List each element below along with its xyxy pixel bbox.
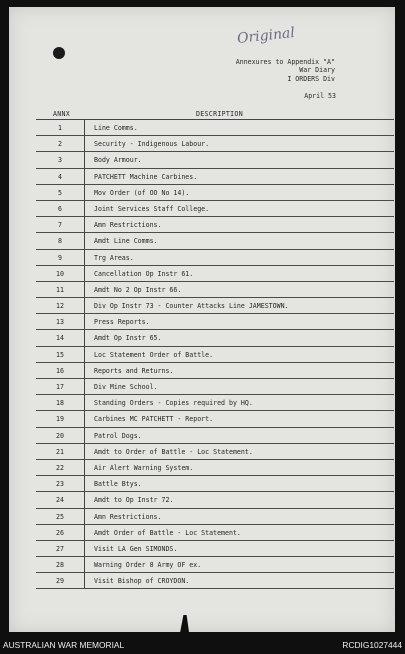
annex-number: 6 bbox=[58, 204, 62, 213]
annex-number: 29 bbox=[56, 577, 64, 586]
annex-number: 28 bbox=[56, 561, 64, 570]
annex-number: 11 bbox=[56, 285, 64, 294]
annex-table bbox=[36, 109, 394, 589]
column-header-annex: ANNX bbox=[53, 110, 71, 118]
table-row bbox=[36, 185, 394, 201]
footer-institution: AUSTRALIAN WAR MEMORIAL bbox=[3, 640, 125, 650]
table-row bbox=[36, 557, 394, 573]
annex-number: 1 bbox=[58, 124, 62, 132]
annex-number: 5 bbox=[58, 188, 62, 197]
annex-number: 14 bbox=[56, 334, 64, 343]
table-row bbox=[36, 492, 394, 508]
header-line: War Diary bbox=[299, 66, 335, 75]
annex-number: 22 bbox=[56, 463, 64, 472]
annex-number: 23 bbox=[56, 480, 64, 489]
annex-description: Security - Indigenous Labour. bbox=[94, 140, 210, 149]
table-row bbox=[36, 314, 394, 330]
annex-number: 26 bbox=[56, 528, 64, 537]
table-row bbox=[36, 379, 394, 395]
annex-description: Amdt Order of Battle - Loc Statement. bbox=[94, 528, 241, 537]
table-row bbox=[36, 217, 394, 233]
table-row bbox=[36, 250, 394, 266]
handwritten-note: Original bbox=[236, 25, 296, 47]
annex-description: Trg Areas. bbox=[94, 253, 134, 262]
annex-number: 21 bbox=[56, 447, 64, 456]
punch-hole bbox=[53, 47, 65, 59]
table-row bbox=[36, 573, 394, 589]
table-row bbox=[36, 347, 394, 363]
annex-description: Amdt Line Comms. bbox=[94, 237, 158, 246]
annex-description: Press Reports. bbox=[94, 318, 150, 327]
annex-number: 16 bbox=[56, 366, 64, 375]
annex-description: Amdt to Op Instr 72. bbox=[94, 496, 174, 505]
document-header bbox=[175, 58, 335, 83]
annex-description: Div Mine School. bbox=[94, 383, 158, 391]
annex-number: 17 bbox=[56, 383, 64, 391]
header-line: I ORDERS Div bbox=[287, 74, 335, 83]
table-row bbox=[36, 298, 394, 314]
annex-description: PATCHETT Machine Carbines. bbox=[94, 172, 198, 181]
paper-tear bbox=[177, 615, 193, 632]
table-row bbox=[36, 282, 394, 298]
annex-description: Line Comms. bbox=[94, 124, 138, 132]
annex-description: Body Armour. bbox=[94, 156, 142, 165]
annex-number: 12 bbox=[56, 302, 64, 311]
table-row bbox=[36, 395, 394, 411]
table-row bbox=[36, 509, 394, 525]
annex-description: Loc Statement Order of Battle. bbox=[94, 350, 214, 359]
table-row bbox=[36, 363, 394, 379]
annex-number: 8 bbox=[58, 237, 62, 246]
annex-number: 4 bbox=[58, 172, 62, 181]
header-line: Annexures to Appendix "A" bbox=[235, 58, 335, 66]
footer-record-id: RCDIG1027444 bbox=[342, 640, 402, 650]
table-row bbox=[36, 460, 394, 476]
annex-number: 19 bbox=[56, 415, 64, 424]
annex-description: Battle Btys. bbox=[94, 480, 142, 489]
annex-description: Amdt No 2 Op Instr 66. bbox=[94, 285, 182, 294]
document-date: April 53 bbox=[304, 92, 336, 100]
annex-description: Standing Orders - Copies required by HQ. bbox=[94, 399, 253, 408]
table-row bbox=[36, 411, 394, 427]
table-row bbox=[36, 169, 394, 185]
annex-number: 27 bbox=[56, 544, 64, 553]
annex-description: Visit Bishop of CROYDON. bbox=[94, 577, 190, 586]
annex-description: Div Op Instr 73 - Counter Attacks Line JAMESTOWN. bbox=[94, 302, 289, 311]
table-row bbox=[36, 541, 394, 557]
annex-number: 2 bbox=[58, 140, 62, 149]
annex-description: Joint Services Staff College. bbox=[94, 204, 210, 213]
table-row bbox=[36, 201, 394, 217]
annex-description: Mov Order (of OO No 14). bbox=[94, 188, 190, 197]
table-row bbox=[36, 444, 394, 460]
annex-description: Reports and Returns. bbox=[94, 366, 174, 375]
table-body bbox=[36, 120, 394, 589]
table-row bbox=[36, 152, 394, 168]
annex-number: 15 bbox=[56, 350, 64, 359]
annex-description: Amn Restrictions. bbox=[94, 512, 162, 521]
column-header-description: DESCRIPTION bbox=[196, 110, 243, 118]
annex-description: Carbines MC PATCHETT - Report. bbox=[94, 415, 214, 424]
table-row bbox=[36, 525, 394, 541]
annex-description: Amdt Op Instr 65. bbox=[94, 334, 162, 343]
table-row bbox=[36, 476, 394, 492]
table-row bbox=[36, 428, 394, 444]
annex-number: 13 bbox=[56, 318, 64, 327]
annex-number: 7 bbox=[58, 221, 62, 230]
document-page bbox=[9, 7, 395, 632]
annex-description: Amn Restrictions. bbox=[94, 221, 162, 230]
annex-description: Amdt to Order of Battle - Loc Statement. bbox=[94, 447, 253, 456]
table-row bbox=[36, 266, 394, 282]
table-row bbox=[36, 120, 394, 136]
annex-number: 18 bbox=[56, 399, 64, 408]
annex-description: Cancellation Op Instr 61. bbox=[94, 269, 194, 278]
annex-description: Air Alert Warning System. bbox=[94, 463, 194, 472]
annex-description: Warning Order 8 Army OF ex. bbox=[94, 561, 202, 570]
annex-number: 9 bbox=[58, 253, 62, 262]
annex-description: Patrol Dogs. bbox=[94, 431, 142, 440]
table-row bbox=[36, 330, 394, 346]
annex-number: 3 bbox=[58, 156, 62, 165]
annex-description: Visit LA Gen SIMONDS. bbox=[94, 544, 178, 553]
table-header bbox=[36, 109, 394, 120]
archive-footer bbox=[0, 636, 405, 654]
annex-number: 20 bbox=[56, 431, 64, 440]
table-row bbox=[36, 136, 394, 152]
table-row bbox=[36, 233, 394, 249]
annex-number: 25 bbox=[56, 512, 64, 521]
annex-number: 10 bbox=[56, 269, 64, 278]
annex-number: 24 bbox=[56, 496, 64, 505]
